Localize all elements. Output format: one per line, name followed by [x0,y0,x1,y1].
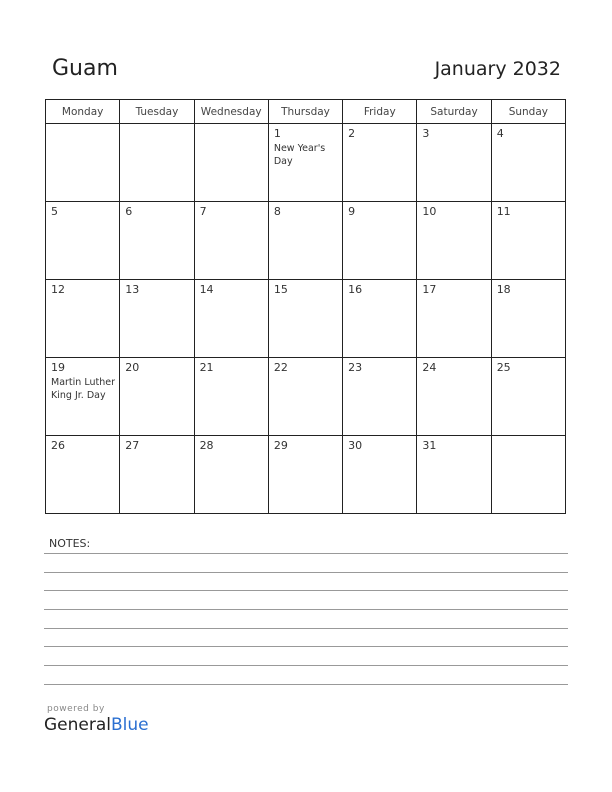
day-number: 1 [273,127,281,140]
month-year-title: January 2032 [434,58,561,80]
holiday-label [417,296,490,298]
day-number: 8 [273,205,281,218]
day-cell [46,124,120,202]
note-line [44,628,568,629]
day-cell [194,280,268,358]
holiday-label [120,218,193,220]
day-number: 2 [348,127,356,140]
day-cell [491,436,565,514]
weekday-header: Saturday [417,100,491,124]
holiday-label [120,127,193,129]
holiday-label [46,296,119,298]
day-number: 6 [125,205,133,218]
day-cell [194,124,268,202]
brand-name-general: General [44,715,111,735]
day-cell [343,358,417,436]
note-line [44,684,568,685]
day-number: 13 [125,283,140,296]
day-cell [417,436,491,514]
holiday-label [492,296,565,298]
day-cell [268,358,342,436]
day-number: 28 [199,439,214,452]
day-cell [343,124,417,202]
holiday-label [492,439,565,441]
region-title: Guam [52,56,118,81]
day-number: 26 [51,439,65,452]
holiday-label [343,452,416,454]
calendar-table [45,99,566,514]
day-number: 21 [199,361,214,374]
holiday-label [492,374,565,376]
week-row [46,358,566,436]
week-row [46,202,566,280]
day-cell [194,358,268,436]
day-cell [46,436,120,514]
day-cell [491,358,565,436]
day-cell [268,436,342,514]
holiday-label [120,296,193,298]
holiday-label [195,127,268,129]
brand-name-blue: Blue [111,715,149,735]
calendar-grid [45,99,566,512]
holiday-label [269,296,342,298]
week-row [46,436,566,514]
note-line [44,665,568,666]
day-number: 25 [496,361,511,374]
holiday-label: Martin Luther King Jr. Day [51,377,115,401]
holiday-label: New Year's Day [273,143,326,167]
holiday-label [343,374,416,376]
week-row [46,124,566,202]
holiday-label [195,296,268,298]
day-cell [491,202,565,280]
note-line [44,609,568,610]
day-cell [417,124,491,202]
day-cell [491,280,565,358]
holiday-label [417,218,490,220]
holiday-label [195,218,268,220]
day-number: 10 [422,205,437,218]
brand-name [44,715,149,735]
day-cell [417,202,491,280]
holiday-label [46,127,119,129]
holiday-label [46,452,119,454]
day-cell [194,202,268,280]
day-number: 3 [422,127,430,140]
day-number: 14 [199,283,214,296]
day-number: 4 [496,127,504,140]
day-cell [46,202,120,280]
day-cell [268,124,342,202]
day-number: 16 [348,283,363,296]
holiday-label [492,140,565,142]
holiday-label [120,374,193,376]
day-number: 20 [125,361,140,374]
weekday-header: Sunday [491,100,565,124]
brand-logo [44,704,149,735]
day-cell [120,280,194,358]
note-line [44,553,568,554]
day-cell [343,202,417,280]
holiday-label [46,218,119,220]
weekday-header-row [46,100,566,124]
day-number: 30 [348,439,363,452]
holiday-label [343,140,416,142]
day-number: 7 [199,205,207,218]
note-line [44,646,568,647]
holiday-label [343,218,416,220]
note-line [44,572,568,573]
holiday-label [417,140,490,142]
day-cell [120,436,194,514]
holiday-label [195,452,268,454]
weekday-header: Monday [46,100,120,124]
day-cell [417,358,491,436]
holiday-label [492,218,565,220]
day-number: 31 [422,439,437,452]
day-cell [343,280,417,358]
note-line [44,590,568,591]
weekday-header: Tuesday [120,100,194,124]
weekday-header: Thursday [268,100,342,124]
day-cell [120,124,194,202]
day-number: 9 [348,205,356,218]
day-number: 11 [496,205,511,218]
holiday-label [417,374,490,376]
day-number: 23 [348,361,363,374]
holiday-label [417,452,490,454]
day-number: 29 [273,439,288,452]
day-cell [268,280,342,358]
holiday-label [120,452,193,454]
day-number: 17 [422,283,437,296]
day-cell [417,280,491,358]
powered-by-text: powered by [47,704,105,714]
day-cell [343,436,417,514]
day-cell [46,358,120,436]
holiday-label [269,452,342,454]
holiday-label [343,296,416,298]
day-cell [268,202,342,280]
day-number: 22 [273,361,288,374]
day-number: 12 [51,283,65,296]
day-number: 18 [496,283,511,296]
day-number: 5 [51,205,58,218]
holiday-label [269,374,342,376]
notes-label: NOTES: [49,537,91,550]
day-number: 19 [51,361,65,374]
day-cell [120,358,194,436]
day-cell [194,436,268,514]
holiday-label [269,218,342,220]
day-cell [120,202,194,280]
week-row [46,280,566,358]
weekday-header: Wednesday [194,100,268,124]
holiday-label [195,374,268,376]
day-number: 24 [422,361,437,374]
day-number: 15 [273,283,288,296]
day-cell [46,280,120,358]
day-cell [491,124,565,202]
day-number: 27 [125,439,140,452]
weekday-header: Friday [343,100,417,124]
